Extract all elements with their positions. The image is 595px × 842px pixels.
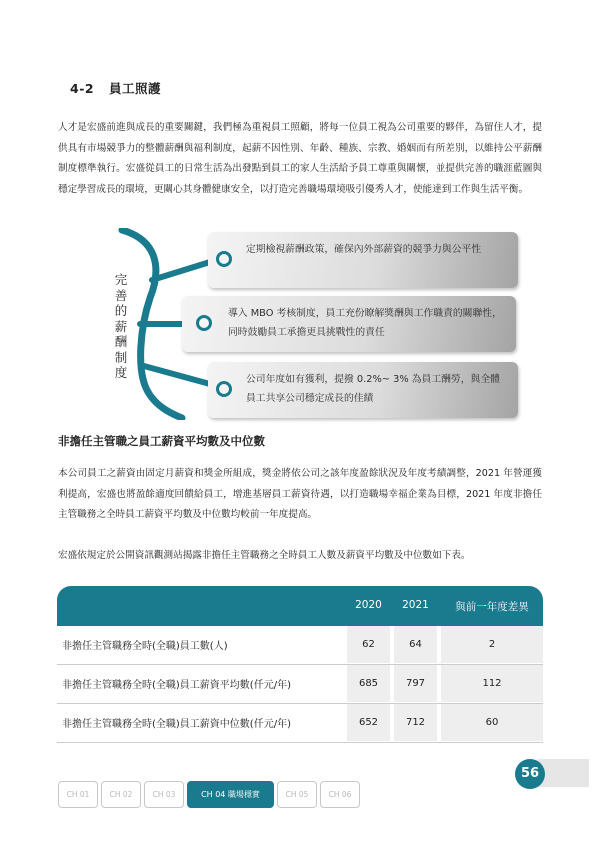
salary-paragraph: 本公司員工之薪資由固定月薪資和獎金所組成，獎金將依公司之該年度盈餘狀況及年度考績調整，2021 年營運獲利提高，宏盛也將盈餘適度回饋給員工，增進基層員工薪資待遇，以打造職場幸福企業為目標，2021 年度非擔任主管職務之全時員工薪資平均數及中位數均較前一年度提高。 [58,468,542,520]
tab-ch05[interactable]: CH 05 [277,781,317,808]
salary-disclosure-paragraph: 宏盛依規定於公開資訊觀測站揭露非擔任主管職務之全時員工人數及薪資平均數及中位數如下表。 [58,550,471,561]
cell-difference: 60 [441,704,543,741]
diagram-label-char: 酬 [114,334,128,349]
section-heading: 員工照護 [108,81,161,96]
cell-2021: 64 [394,626,437,663]
policy-box-2 [182,296,516,352]
salary-section-title: 非擔任主管職之員工薪資平均數及中位數 [58,434,265,448]
policy-box-3 [208,362,518,418]
ring-bullet-icon [216,251,232,267]
section-number: 4-2 [70,81,95,96]
cell-difference: 2 [441,626,543,663]
diagram-label-char: 薪 [114,318,128,334]
header-2020: 2020 [355,599,382,611]
cell-2021: 712 [394,704,437,741]
tab-ch03[interactable]: CH 03 [144,781,184,808]
diagram-label-char: 制 [114,349,128,365]
row-label: 非擔任主管職務全時(全職)員工薪資平均數(仟元/年) [62,680,291,691]
diagram-label-char: 完 [114,272,128,287]
table-header [57,586,543,626]
header-difference: 與前一年度差異 [455,601,529,613]
row-label: 非擔任主管職務全時(全職)員工薪資中位數(仟元/年) [62,719,291,730]
table-row [57,704,543,743]
policy-box-1 [208,232,518,288]
cell-difference: 112 [441,665,543,702]
row-label: 非擔任主管職務全時(全職)員工數(人) [62,641,228,652]
cell-2020: 685 [347,665,390,702]
diagram-label-char: 的 [114,303,128,318]
diagram-label-char: 善 [114,287,128,303]
table-row [57,626,543,665]
tab-ch01[interactable]: CH 01 [58,781,98,808]
diagram-label [113,272,129,381]
diagram-label-char: 度 [114,365,128,380]
tab-ch06[interactable]: CH 06 [320,781,360,808]
ring-bullet-icon [216,381,232,397]
cell-2021: 797 [394,665,437,702]
cell-2020: 652 [347,704,390,741]
header-2021: 2021 [402,599,429,611]
section-title [70,79,161,97]
policy-text-3: 公司年度如有獲利，提撥 0.2%~ 3% 為員工酬勞，與全體員工共享公司穩定成長的佳績 [246,374,500,404]
intro-paragraph: 人才是宏盛前進與成長的重要關鍵，我們極為重視員工照顧，將每一位員工視為公司重要的夥伴，為留住人才，提供具有市場競爭力的整體薪酬與福利制度，起薪不因性別、年齡、種族、宗教、婚姻而有所差別，以維持公平薪酬制度標準執行。宏盛從員工的日常生活為出發點到員工的家人生活給予員工尊重與關懷，並提供完善的職涯藍圖與穩定學習成長的環境，更關心其身體健康安全，以打造完善職場環境吸引優秀人才，使能達到工作與生活平衡。 [58,122,542,195]
policy-text-1: 定期檢視薪酬政策，確保內外部薪資的競爭力與公平性 [246,244,482,255]
tab-ch02[interactable]: CH 02 [101,781,141,808]
salary-table [57,586,543,743]
cell-2020: 62 [347,626,390,663]
table-row [57,665,543,704]
page-number: 56 [515,759,545,789]
policy-text-2: 導入 MBO 考核制度，員工充份瞭解獎酬與工作職責的關聯性，同時鼓勵員工承擔更具挑戰性的責任 [228,308,502,338]
ring-bullet-icon [196,315,212,331]
tab-ch04[interactable]: CH 04 職場穩實 [187,781,274,808]
